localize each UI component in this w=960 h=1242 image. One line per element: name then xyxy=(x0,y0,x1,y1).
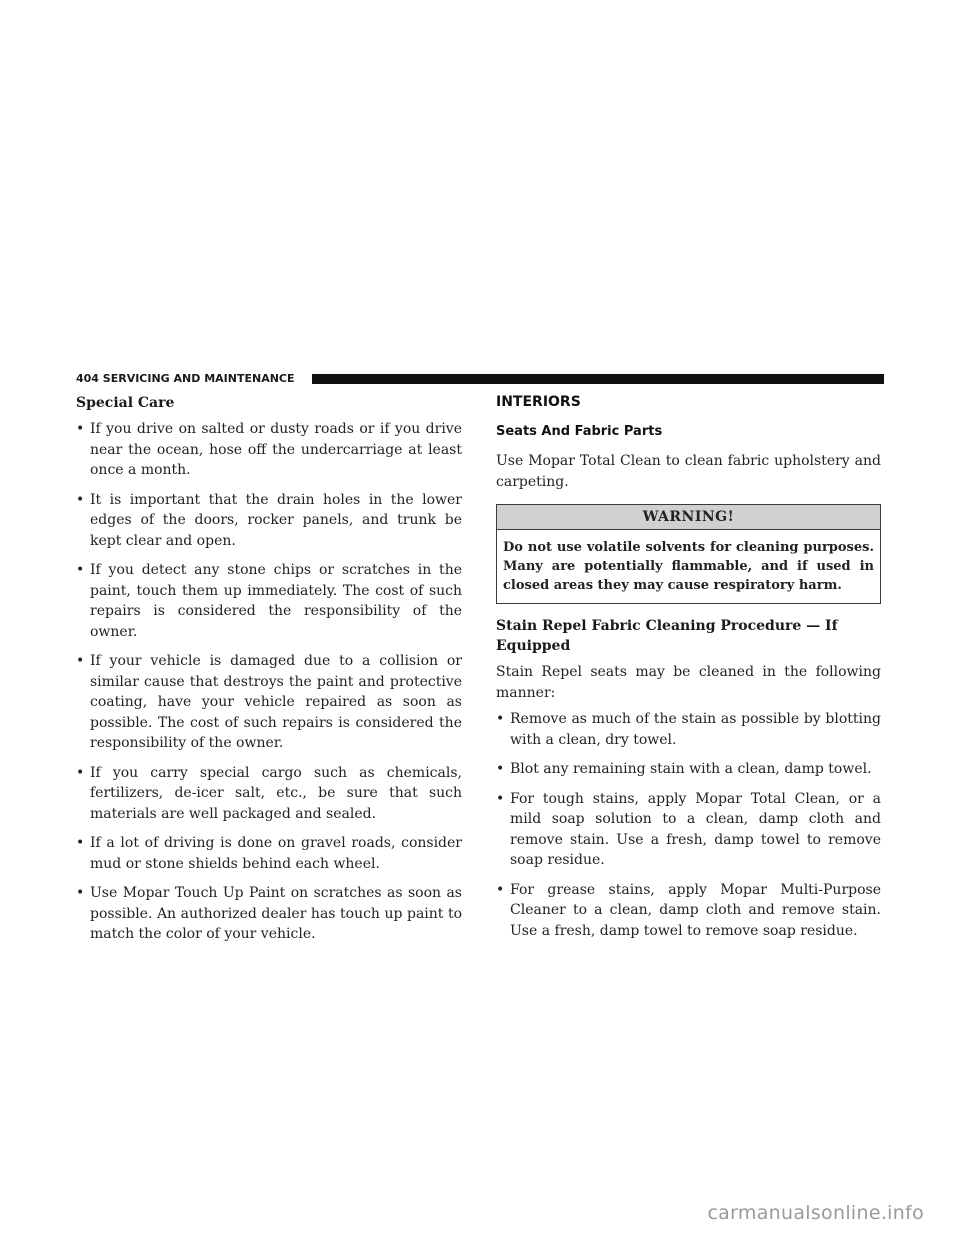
page-number-section-label: 404 SERVICING AND MAINTENANCE xyxy=(76,372,295,385)
list-item: • If a lot of driving is done on gravel roads, consider mud or stone shields behind each wheel. xyxy=(76,833,462,874)
list-item: • If your vehicle is damaged due to a collision or similar cause that destroys the paint and protective coating, have your vehicle repaired as soon as possible. The cost of such repairs is considered the responsibility of the owner. xyxy=(76,651,462,754)
right-column xyxy=(496,393,881,950)
list-item: • Use Mopar Touch Up Paint on scratches as soon as possible. An authorized dealer has touch up paint to match the color of your vehicle. xyxy=(76,883,462,945)
list-item: • Remove as much of the stain as possible by blotting with a clean, dry towel. xyxy=(496,709,881,750)
special-care-heading: Special Care xyxy=(76,395,175,411)
list-item: • It is important that the drain holes in the lower edges of the doors, rocker panels, and trunk be kept clear and open. xyxy=(76,490,462,552)
special-care-list xyxy=(76,419,462,945)
list-item: • For tough stains, apply Mopar Total Clean, or a mild soap solution to a clean, damp cloth and remove stain. Use a fresh, damp towel to remove soap residue. xyxy=(496,789,881,871)
page-header xyxy=(76,371,884,387)
interiors-heading: INTERIORS xyxy=(496,394,581,410)
procedure-intro: Stain Repel seats may be cleaned in the following manner: xyxy=(496,664,881,701)
warning-text: Do not use volatile solvents for cleaning purposes. Many are potentially flammable, and if used in closed areas they may cause respiratory harm. xyxy=(503,540,874,593)
left-column xyxy=(76,393,462,954)
warning-box xyxy=(496,504,881,604)
warning-title: WARNING! xyxy=(497,505,880,530)
list-item: • For grease stains, apply Mopar Multi-Purpose Cleaner to a clean, damp cloth and remove stain. Use a fresh, damp towel to remove soap residue. xyxy=(496,880,881,942)
header-rule xyxy=(312,374,884,384)
list-item: • If you detect any stone chips or scratches in the paint, touch them up immediately. The cost of such repairs is considered the responsibility of the owner. xyxy=(76,560,462,642)
list-item: • Blot any remaining stain with a clean, damp towel. xyxy=(496,759,881,780)
intro-paragraph: Use Mopar Total Clean to clean fabric upholstery and carpeting. xyxy=(496,453,881,490)
seats-fabric-heading: Seats And Fabric Parts xyxy=(496,424,663,439)
watermark: carmanualsonline.info xyxy=(707,1202,924,1224)
procedure-heading: Stain Repel Fabric Cleaning Procedure — If Equipped xyxy=(496,618,838,654)
procedure-list xyxy=(496,709,881,941)
list-item: • If you carry special cargo such as chemicals, fertilizers, de-icer salt, etc., be sure that such materials are well packaged and sealed. xyxy=(76,763,462,825)
list-item: • If you drive on salted or dusty roads or if you drive near the ocean, hose off the undercarriage at least once a month. xyxy=(76,419,462,481)
